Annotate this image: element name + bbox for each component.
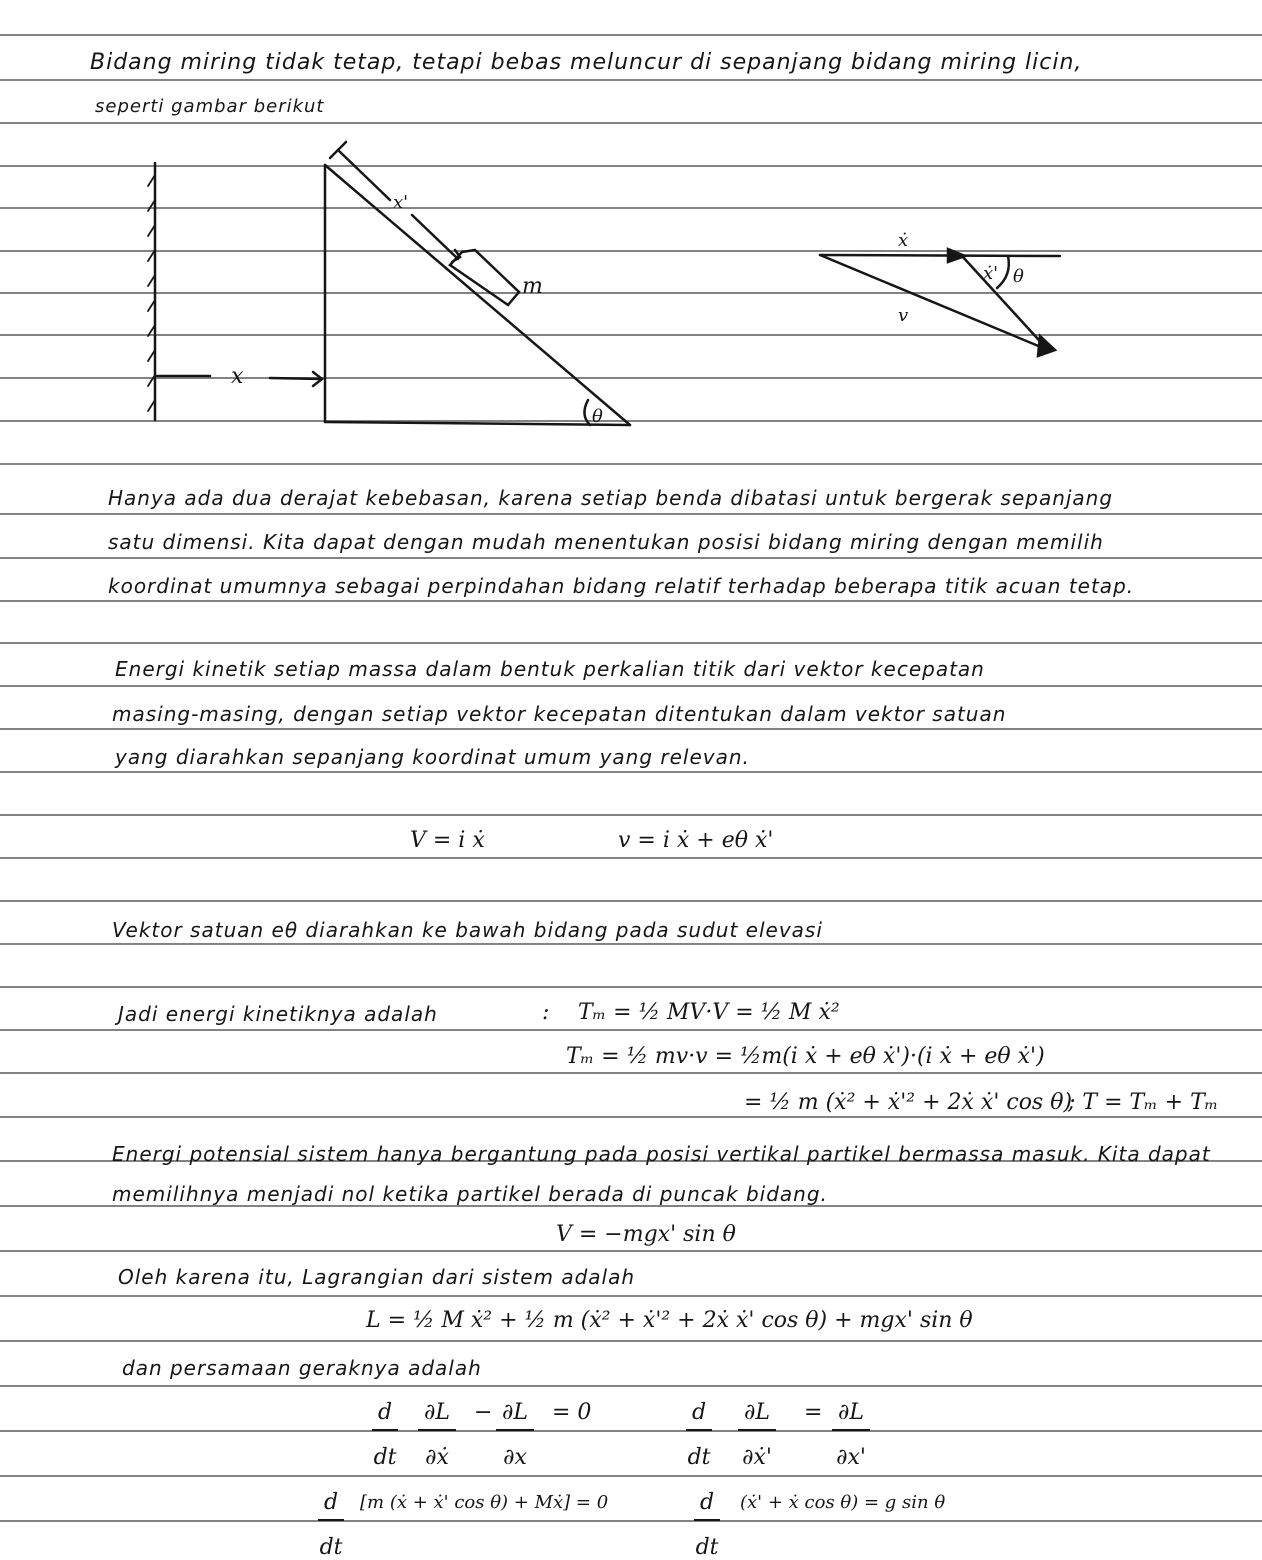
para2-line-1: Energi kinetik setiap massa dalam bentuk perkalian titik dari vektor kecepatan xyxy=(115,657,985,681)
kinetic-lead: Jadi energi kinetiknya adalah xyxy=(118,1002,438,1026)
para1-line-3: koordinat umumnya sebagai perpindahan bidang relatif terhadap beberapa titik acuan tetap. xyxy=(108,574,1135,598)
label-mass: m xyxy=(522,274,543,299)
para2-line-3: yang diarahkan sepanjang koordinat umum yang relevan. xyxy=(115,745,750,769)
intro-line-2: seperti gambar berikut xyxy=(95,96,325,117)
para2-line-2: masing-masing, dengan setiap vektor kecepatan ditentukan dalam vektor satuan xyxy=(112,702,1007,726)
eq-lagrangian: L = ½ M ẋ² + ½ m (ẋ² + ẋ'² + 2ẋ ẋ' cos θ) + mgx' sin θ xyxy=(366,1308,973,1333)
potential-line-2: memilihnya menjadi nol ketika partikel berada di puncak bidang. xyxy=(112,1182,828,1206)
eq-velocity-wedge: V = i ẋ xyxy=(410,828,485,853)
label-x: x xyxy=(231,364,244,389)
label-v: v xyxy=(898,305,909,326)
intro-line-1: Bidang miring tidak tetap, tetapi bebas meluncur di sepanjang bidang miring licin, xyxy=(90,50,1083,75)
label-xprime: x' xyxy=(393,192,409,213)
lagrangian-lead: Oleh karena itu, Lagrangian dari sistem adalah xyxy=(118,1265,636,1289)
unit-vector-note: Vektor satuan eθ diarahkan ke bawah bidang pada sudut elevasi xyxy=(112,918,823,942)
eq-Tm: Tₘ = ½ mv·v = ½m(i ẋ + eθ ẋ')·(i ẋ + eθ ẋ') xyxy=(566,1044,1045,1069)
incline-diagram xyxy=(0,0,1262,460)
para1-line-2: satu dimensi. Kita dapat dengan mudah menentukan posisi bidang miring dengan memilih xyxy=(108,530,1104,554)
eq-TM: Tₘ = ½ MV·V = ½ M ẋ² xyxy=(578,1000,840,1025)
eq-total-T: ; T = Tₘ + Tₘ xyxy=(1068,1090,1219,1115)
label-theta-incline: θ xyxy=(592,406,603,427)
para1-line-1: Hanya ada dua derajat kebebasan, karena setiap benda dibatasi untuk bergerak sepanjang xyxy=(108,486,1114,510)
potential-line-1: Energi potensial sistem hanya bergantung pada posisi vertikal partikel bermassa masuk. Kita dapat xyxy=(112,1142,1211,1166)
eq-Tm-expanded: = ½ m (ẋ² + ẋ'² + 2ẋ ẋ' cos θ) xyxy=(744,1090,1073,1115)
eom-lead: dan persamaan geraknya adalah xyxy=(122,1356,482,1380)
eq-velocity-mass: v = i ẋ + eθ ẋ' xyxy=(618,828,774,853)
label-theta-vector: θ xyxy=(1013,266,1024,287)
label-xprime-dot: ẋ' xyxy=(983,263,999,284)
eq-potential: V = −mgx' sin θ xyxy=(556,1222,736,1247)
label-xdot: ẋ xyxy=(898,230,909,251)
kinetic-colon: : xyxy=(542,1000,550,1025)
